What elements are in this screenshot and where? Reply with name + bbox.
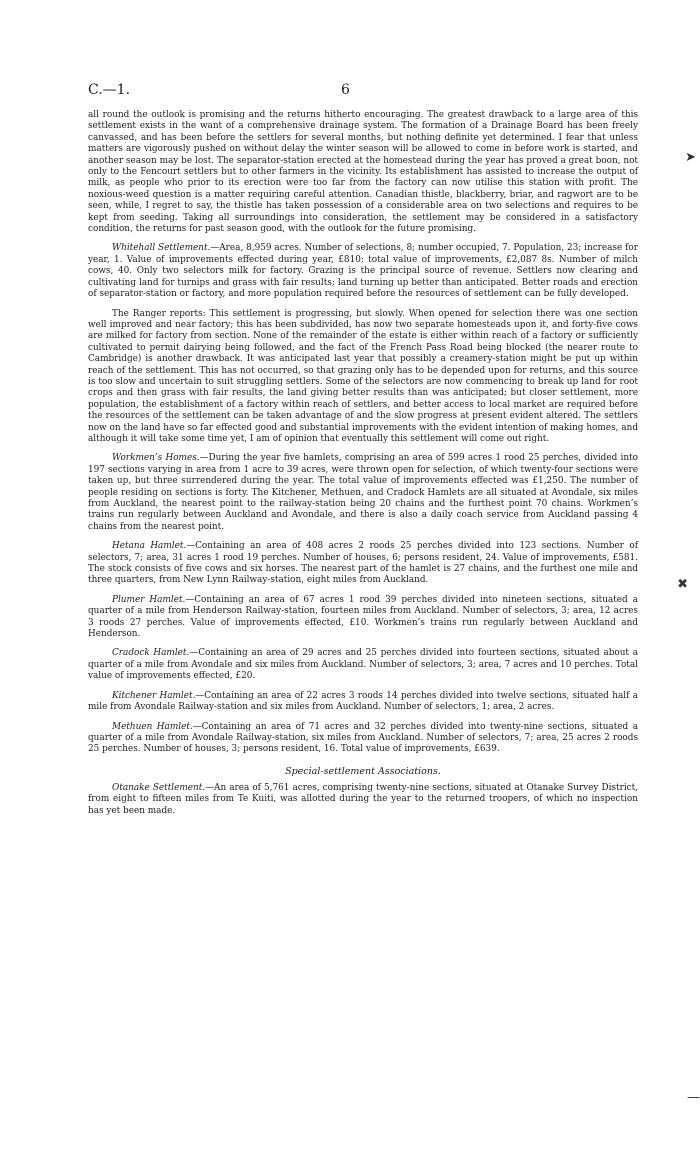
paragraph-title: Workmen’s Homes. [112, 453, 200, 464]
margin-mark-icon: ✖ [677, 577, 688, 592]
paragraph-whitehall: Whitehall Settlement.—Area, 8,959 acres. Number of selections, 8; number occupied, 7. Population, 23; increase for year, 1. Value of improvements effected during year, £810; total value of improvements, £2,087 8s. Number of milch cows, 40. Only two selectors milk for factory. Grazing is the principal source of revenue. Settlers now clearing and cultivating land for turnips and grass with fair results; land turning up better than anticipated. Better roads and erection of separator-station or factory, and more population required before the resources of settlement can be fully developed. [88, 243, 639, 300]
paragraph-title: Whitehall Settlement. [112, 243, 211, 254]
page-number: 6 [341, 82, 350, 98]
document-reference: C.—1. [88, 82, 131, 98]
paragraph-title: Cradock Hamlet. [112, 648, 190, 659]
section-heading: Special-settlement Associations. [285, 765, 441, 777]
paragraph-fencourt-continued: all round the outlook is promising and the returns hitherto encouraging. The greatest drawback to a large area of this settlement exists in the want of a comprehensive drainage system. The formation of a Drainage Board has been freely canvassed, and has been before the settlers for several months, but nothing definite yet determined. I fear that unless matters are vigorously pushed on without delay the winter season will be allowed to come in before work is started, and another season may be lost. The separator-station erected at the homestead during the year has proved a great boon, not only to the Fencourt settlers but to other farmers in the vicinity. Its establishment has assisted to increase the output of milk, as people who prior to its erection were too far from the factory can now utilise this station with profit. The noxious-weed question is a matter requiring careful attention. Canadian thistle, blackberry, briar, and ragwort are to be seen, while, I regret to say, the thistle has taken possession of a considerable area on two selections and requires to be kept from seeding. Taking all surroundings into consideration, the settlement may be considered in a satisfactory condition, the returns for past season good, with the outlook for the future promising. [88, 110, 638, 235]
paragraph-hetana-hamlet: Hetana Hamlet.—Containing an area of 408 acres 2 roods 25 perches divided into 123 sections. Number of selectors, 7; area, 31 acres 1 rood 19 perches. Number of houses, 6; persons resident, 24. Value of improvements, £581. The stock consists of five cows and six horses. The nearest part of the hamlet is 27 chains, and the furthest one mile and three quarters, from New Lynn Railway-station, eight miles from Auckland. [88, 541, 638, 586]
paragraph-title: Otanake Settlement. [112, 782, 206, 793]
paragraph-methuen-hamlet: Methuen Hamlet.—Containing an area of 71 acres and 32 perches divided into twenty-nine sections, situated a quarter of a mile from Avondale Railway-station, six miles from Auckland. Number of selectors, 7; area, 25 acres 2 roods 25 perches. Number of houses, 3; persons resident, 16. Total value of improvements, £639. [88, 721, 638, 755]
paragraph-title: Methuen Hamlet. [112, 721, 193, 732]
paragraph-title: Kitchener Hamlet. [112, 690, 196, 701]
margin-mark-icon: ➤ [685, 150, 696, 165]
paragraph-title: Hetana Hamlet. [112, 541, 187, 552]
page-header [88, 82, 638, 102]
paragraph-kitchener-hamlet: Kitchener Hamlet.—Containing an area of 22 acres 3 roods 14 perches divided into twelve sections, situated half a mile from Avondale Railway-station and six miles from Auckland. Number of selectors, 1; area, 2 acres. [88, 690, 638, 713]
paragraph-cradock-hamlet: Cradock Hamlet.—Containing an area of 29 acres and 25 perches divided into fourteen sections, situated about a quarter of a mile from Avondale and six miles from Auckland. Number of selectors, 3; area, 7 acres and 10 perches. Total value of improvements effected, £20. [88, 648, 638, 682]
paragraph-otanake-settlement: Otanake Settlement.—An area of 5,761 acres, comprising twenty-nine sections, situated at Otanake Survey District, from eight to fifteen miles from Te Kuiti, was allotted during the year to the returned troopers, of which no inspection has yet been made. [88, 782, 639, 816]
document-body [88, 110, 638, 825]
margin-mark-icon: — [687, 1090, 700, 1105]
paragraph-plumer-hamlet: Plumer Hamlet.—Containing an area of 67 acres 1 rood 39 perches divided into nineteen sections, situated a quarter of a mile from Henderson Railway-station, fourteen miles from Auckland. Number of selectors, 3; area, 12 acres 3 roods 27 perches. Value of improvements effected, £10. Workmen’s trains run regularly between Auckland and Henderson. [88, 594, 639, 640]
paragraph-ranger-report: The Ranger reports: This settlement is progressing, but slowly. When opened for selection there was one section well improved and near factory; this has been subdivided, has now two separate homesteads upon it, and forty-five cows are milked for factory from section. None of the remainder of the estate is either within reach of a factory or sufficiently cultivated to permit dairying being followed, and the fact of the French Pass Road being blocked (the nearer route to Cambridge) is another drawback. It was anticipated last year that possibly a creamery-station might be put up within reach of the settlement. This has not occurred, so that grazing only has to be depended upon for returns, and this source is too slow and uncertain to suit struggling settlers. Some of the selectors are now commencing to break up land for root crops and then grass with fair results, the land giving better results than was anticipated; but closer settlement, more population, the establishment of a factory within reach of settlers, and better access to local market are required before the resources of the settlement can be taken advantage of and the slow progress at present evident altered. The settlers now on the land have so far effected good and substantial improvements with the evident intention of making homes, and although it will take some time yet, I am of opinion that eventually this settlement will come out right. [88, 308, 638, 444]
paragraph-title: Plumer Hamlet. [112, 594, 186, 605]
paragraph-workmens-homes: Workmen’s Homes.—During the year five hamlets, comprising an area of 599 acres 1 rood 25 perches, divided into 197 sections varying in area from 1 acre to 39 acres, were thrown open for selection, of which twenty-four sections were taken up, but three surrendered during the year. The total value of improvements effected was £1,250. The number of people residing on sections is forty. The Kitchener, Methuen, and Cradock Hamlets are all situated at Avondale, six miles from Auckland, the nearest point to the railway-station being 20 chains and the furthest point 70 chains. Workmen’s trains run regularly between Auckland and Avondale, and there is also a daily coach service from Auckland passing 4 chains from the nearest point. [88, 453, 638, 532]
